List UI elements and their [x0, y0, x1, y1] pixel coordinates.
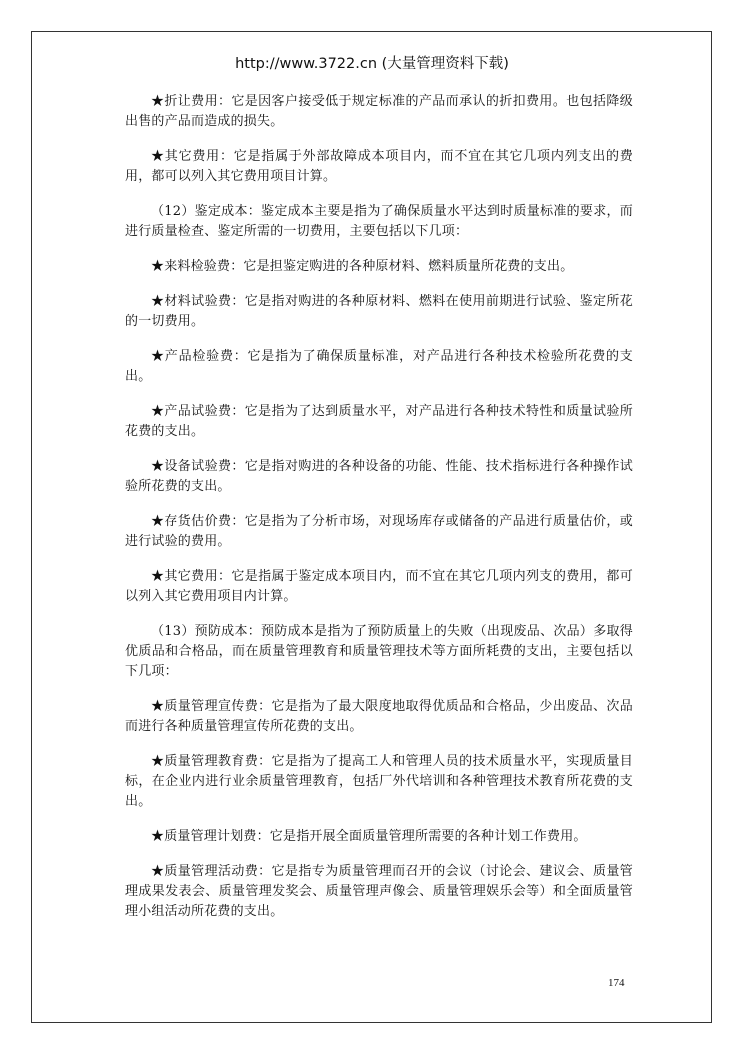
paragraph-product-inspection: ★产品检验费：它是指为了确保质量标准，对产品进行各种技术检验所花费的支出。	[125, 349, 633, 384]
document-body	[125, 92, 633, 937]
paragraph-qm-planning: ★质量管理计划费：它是指开展全面质量管理所需要的各种计划工作费用。	[151, 829, 587, 844]
header-url: http://www.3722.cn (大量管理资料下载)	[235, 56, 509, 72]
paragraph-qm-education: ★质量管理教育费：它是指为了提高工人和管理人员的技术质量水平，实现质量目标，在企业内进行业余质量管理教育，包括厂外代培训和各种管理技术教育所花费的支出。	[125, 754, 633, 809]
paragraph-other-external-cost: ★其它费用：它是指属于外部故障成本项目内，而不宜在其它几项内列支出的费用，都可以列入其它费用项目计算。	[125, 149, 633, 184]
paragraph-discount-cost: ★折让费用：它是因客户接受低于规定标准的产品而承认的折扣费用。也包括降级出售的产品而造成的损失。	[125, 94, 633, 129]
paragraph-incoming-inspection: ★来料检验费：它是担鉴定购进的各种原材料、燃料质量所花费的支出。	[151, 259, 574, 274]
paragraph-qm-publicity: ★质量管理宣传费：它是指为了最大限度地取得优质品和合格品，少出废品、次品而进行各种质量管理宣传所花费的支出。	[125, 699, 633, 734]
paragraph-product-testing: ★产品试验费：它是指为了达到质量水平，对产品进行各种技术特性和质量试验所花费的支出。	[125, 404, 633, 439]
paragraph-equipment-testing: ★设备试验费：它是指对购进的各种设备的功能、性能、技术指标进行各种操作试验所花费的支出。	[125, 459, 633, 494]
page-number: 174	[608, 977, 625, 989]
paragraph-prevention-cost: （13）预防成本：预防成本是指为了预防质量上的失败（出现废品、次品）多取得优质品和合格品，而在质量管理教育和质量管理技术等方面所耗费的支出，主要包括以下几项：	[125, 624, 633, 679]
paragraph-appraisal-cost: （12）鉴定成本：鉴定成本主要是指为了确保质量水平达到时质量标准的要求，而进行质量检查、鉴定所需的一切费用，主要包括以下几项：	[125, 204, 633, 239]
paragraph-other-appraisal-cost: ★其它费用：它是指属于鉴定成本项目内，而不宜在其它几项内列支的费用，都可以列入其它费用项目内计算。	[125, 569, 633, 604]
paragraph-material-testing: ★材料试验费：它是指对购进的各种原材料、燃料在使用前期进行试验、鉴定所花的一切费用。	[125, 294, 633, 329]
paragraph-qm-activities: ★质量管理活动费：它是指专为质量管理而召开的会议（讨论会、建议会、质量管理成果发表会、质量管理发奖会、质量管理声像会、质量管理娱乐会等）和全面质量管理小组活动所花费的支出。	[125, 864, 633, 919]
paragraph-inventory-valuation: ★存货估价费：它是指为了分析市场，对现场库存或储备的产品进行质量估价，或进行试验的费用。	[125, 514, 633, 549]
